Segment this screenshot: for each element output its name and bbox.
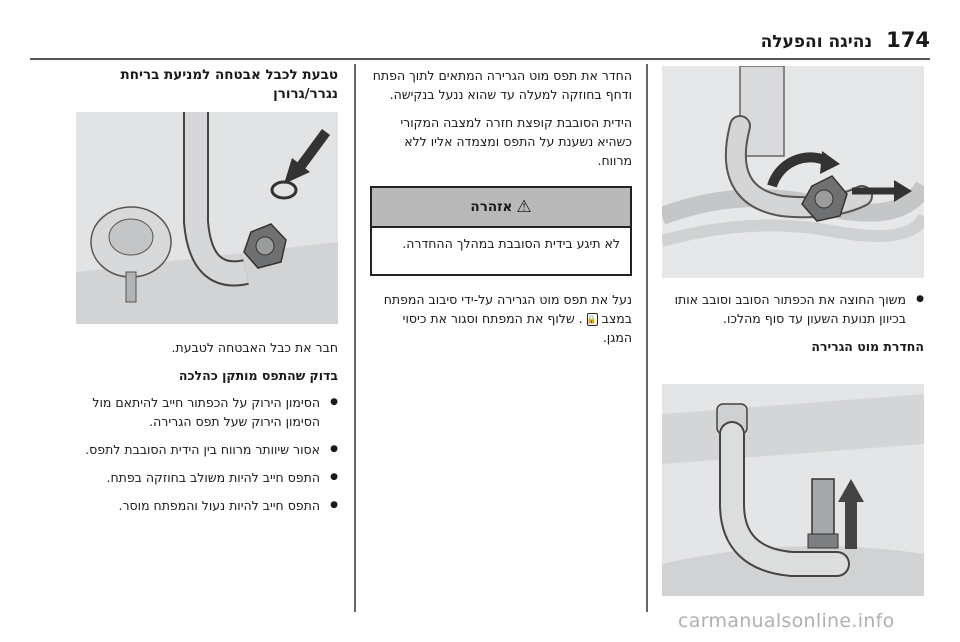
left-column-text	[60, 338, 338, 524]
page-header	[640, 28, 930, 54]
paragraph-lock-part1: נעל את תפס מוט הגרירה על-ידי סיבוב המפתח במצב	[383, 292, 632, 326]
check-bullet: ● התפס חייב להיות משולב בחוזקה בפתח.	[60, 468, 338, 487]
check-bullet: ● התפס חייב להיות נעול והמפתח מוסר.	[60, 496, 338, 515]
paragraph-lock	[370, 290, 632, 347]
figure-knob-release	[662, 66, 924, 278]
insert-bar-illustration	[662, 384, 924, 596]
warning-body: לא תיגע בידית הסובבת במהלך ההחדרה.	[402, 236, 620, 251]
column-divider-right	[646, 64, 648, 612]
figure-insert-bar	[662, 384, 924, 596]
warning-box	[370, 186, 632, 276]
warning-title: אזהרה	[470, 199, 513, 215]
section-heading-safety-cable: טבעת לכבל אבטחה למניעת בריחת נגרר/גרורן	[120, 67, 338, 102]
paragraph-lock-part2: . שלוף את המפתח וסגור את כיסוי המגן.	[402, 311, 632, 345]
check-bullet: ● הסימון הירוק על הכפתור חייב להיתאם מול הסימון הירוק שעל תפס הגרירה.	[60, 393, 338, 431]
warning-triangle-icon: ⚠	[516, 197, 532, 217]
lock-icon: 🔒	[586, 315, 597, 324]
check-heading: בדוק שהתפס מותקן כהלכה	[178, 368, 338, 383]
figure-safety-ring	[76, 112, 338, 324]
page-number: 174	[886, 28, 930, 52]
left-column-heading-wrap	[60, 66, 338, 118]
chapter-title: נהיגה והפעלה	[760, 32, 873, 52]
knob-release-illustration	[662, 66, 924, 278]
check-bullet: ● אסור שיוותר מרווח בין הידית הסובבת לתפס.	[60, 440, 338, 459]
figure-caption: חבר את כבל האבטחה לטבעת.	[171, 340, 338, 355]
paragraph-insert: החדר את תפס מוט הגרירה המתאים לתוך הפתח ודחף בחוזקה למעלה עד שהוא ננעל בנקישה.	[372, 68, 632, 102]
header-rule	[30, 58, 930, 60]
instruction-bullet: ● משוך החוצה את הכפתור הסובב וסובב אותו בכיוון תנועת השעון עד סוף מהלכו.	[662, 290, 924, 328]
warning-header	[372, 188, 630, 228]
paragraph-knob-return: הידית הסובבת קופצת חזרה למצבה המקורי כשהיא נשענת על התפס ומצמדה אליו ללא מרווח.	[400, 115, 632, 168]
safety-ring-illustration	[76, 112, 338, 324]
middle-column-text	[370, 66, 632, 179]
middle-column-lock-text	[370, 290, 632, 356]
watermark: carmanualsonline.info	[678, 610, 895, 632]
right-column-text	[662, 290, 924, 364]
column-divider-left	[354, 64, 356, 612]
section-heading-insert: החדרת מוט הגרירה	[811, 339, 924, 354]
